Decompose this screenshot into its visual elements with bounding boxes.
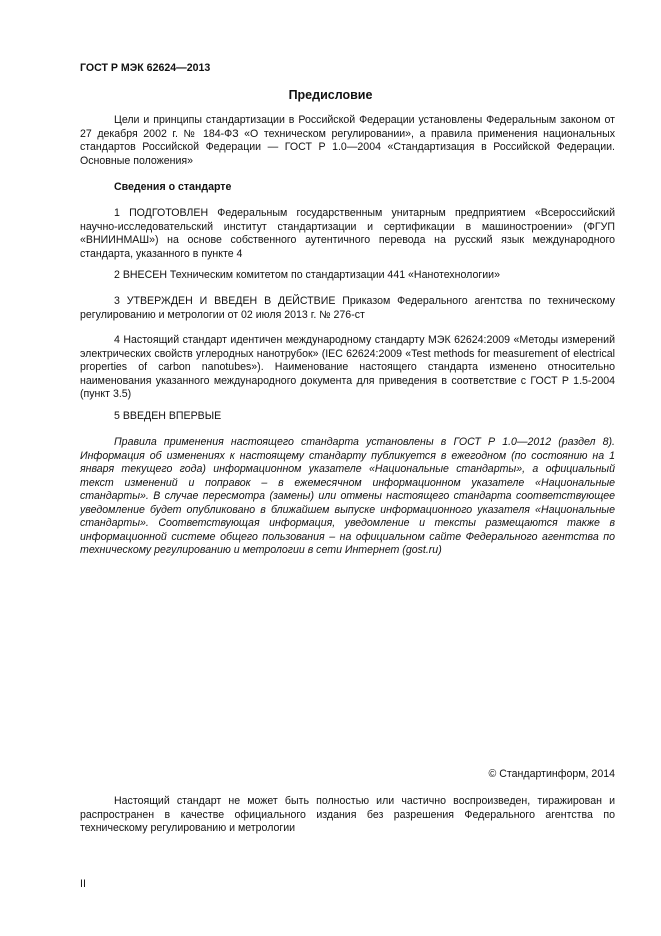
reproduction-notice: Настоящий стандарт не может быть полностью или частично воспроизведен, тиражирован и распространен в качестве официального издания без разрешения Федерального агентства по техническому регулированию и метрологии xyxy=(80,795,615,834)
page-number: II xyxy=(80,878,86,890)
copyright: © Стандартинформ, 2014 xyxy=(488,768,615,780)
item-2: 2 ВНЕСЕН Техническим комитетом по стандартизации 441 «Нанотехнологии» xyxy=(114,269,500,281)
header-standard-code: ГОСТ Р МЭК 62624—2013 xyxy=(80,62,211,74)
intro-paragraph: Цели и принципы стандартизации в Российской Федерации установлены Федеральным законом от 27 декабря 2002 г. № 184-ФЗ «О техническом регулировании», а правила применения национальных стандартов Российской Федерации — ГОСТ Р 1.0—2004 «Стандартизация в Российской Федерации. Основные положения» xyxy=(80,114,615,167)
rules-note: Правила применения настоящего стандарта установлены в ГОСТ Р 1.0—2012 (раздел 8). Информация об изменениях к настоящему стандарту публикуется в ежегодном (по состоянию на 1 января текущего года) информационном указателе «Национальные стандарты», а официальный текст изменений и поправок – в ежемесячном информационном указателе «Национальные стандарты». В случае пересмотра (замены) или отмены настоящего стандарта соответствующее уведомление будет опубликовано в ближайшем выпуске информационного указателя «Национальные стандарты». Соответствующая информация, уведомление и тексты размещаются также в информационной системе общего пользования – на официальном сайте Федерального агентства по техническому регулированию и метрологии в сети Интернет (gost.ru) xyxy=(80,436,615,556)
info-heading: Сведения о стандарте xyxy=(114,181,232,193)
item-1: 1 ПОДГОТОВЛЕН Федеральным государственным унитарным предприятием «Всероссийский научно-исследовательский институт стандартизации и сертификации в машиностроении» (ФГУП «ВНИИНМАШ») на основе собственного аутентичного перевода на русский язык международного стандарта, указанного в пункте 4 xyxy=(80,207,615,260)
page-title: Предисловие xyxy=(288,88,373,102)
item-4: 4 Настоящий стандарт идентичен международному стандарту МЭК 62624:2009 «Методы измерений электрических свойств углеродных нанотрубок» (IEC 62624:2009 «Test methods for measurement of electrical properties of carbon nanotubes»). Наименование настоящего стандарта изменено относительно наименования указанного международного документа для приведения в соответствие с ГОСТ Р 1.5-2004 (пункт 3.5) xyxy=(80,334,615,400)
item-5: 5 ВВЕДЕН ВПЕРВЫЕ xyxy=(114,410,222,422)
item-3: 3 УТВЕРЖДЕН И ВВЕДЕН В ДЕЙСТВИЕ Приказом Федерального агентства по техническому регулированию и метрологии от 02 июля 2013 г. № 276-ст xyxy=(80,295,615,321)
